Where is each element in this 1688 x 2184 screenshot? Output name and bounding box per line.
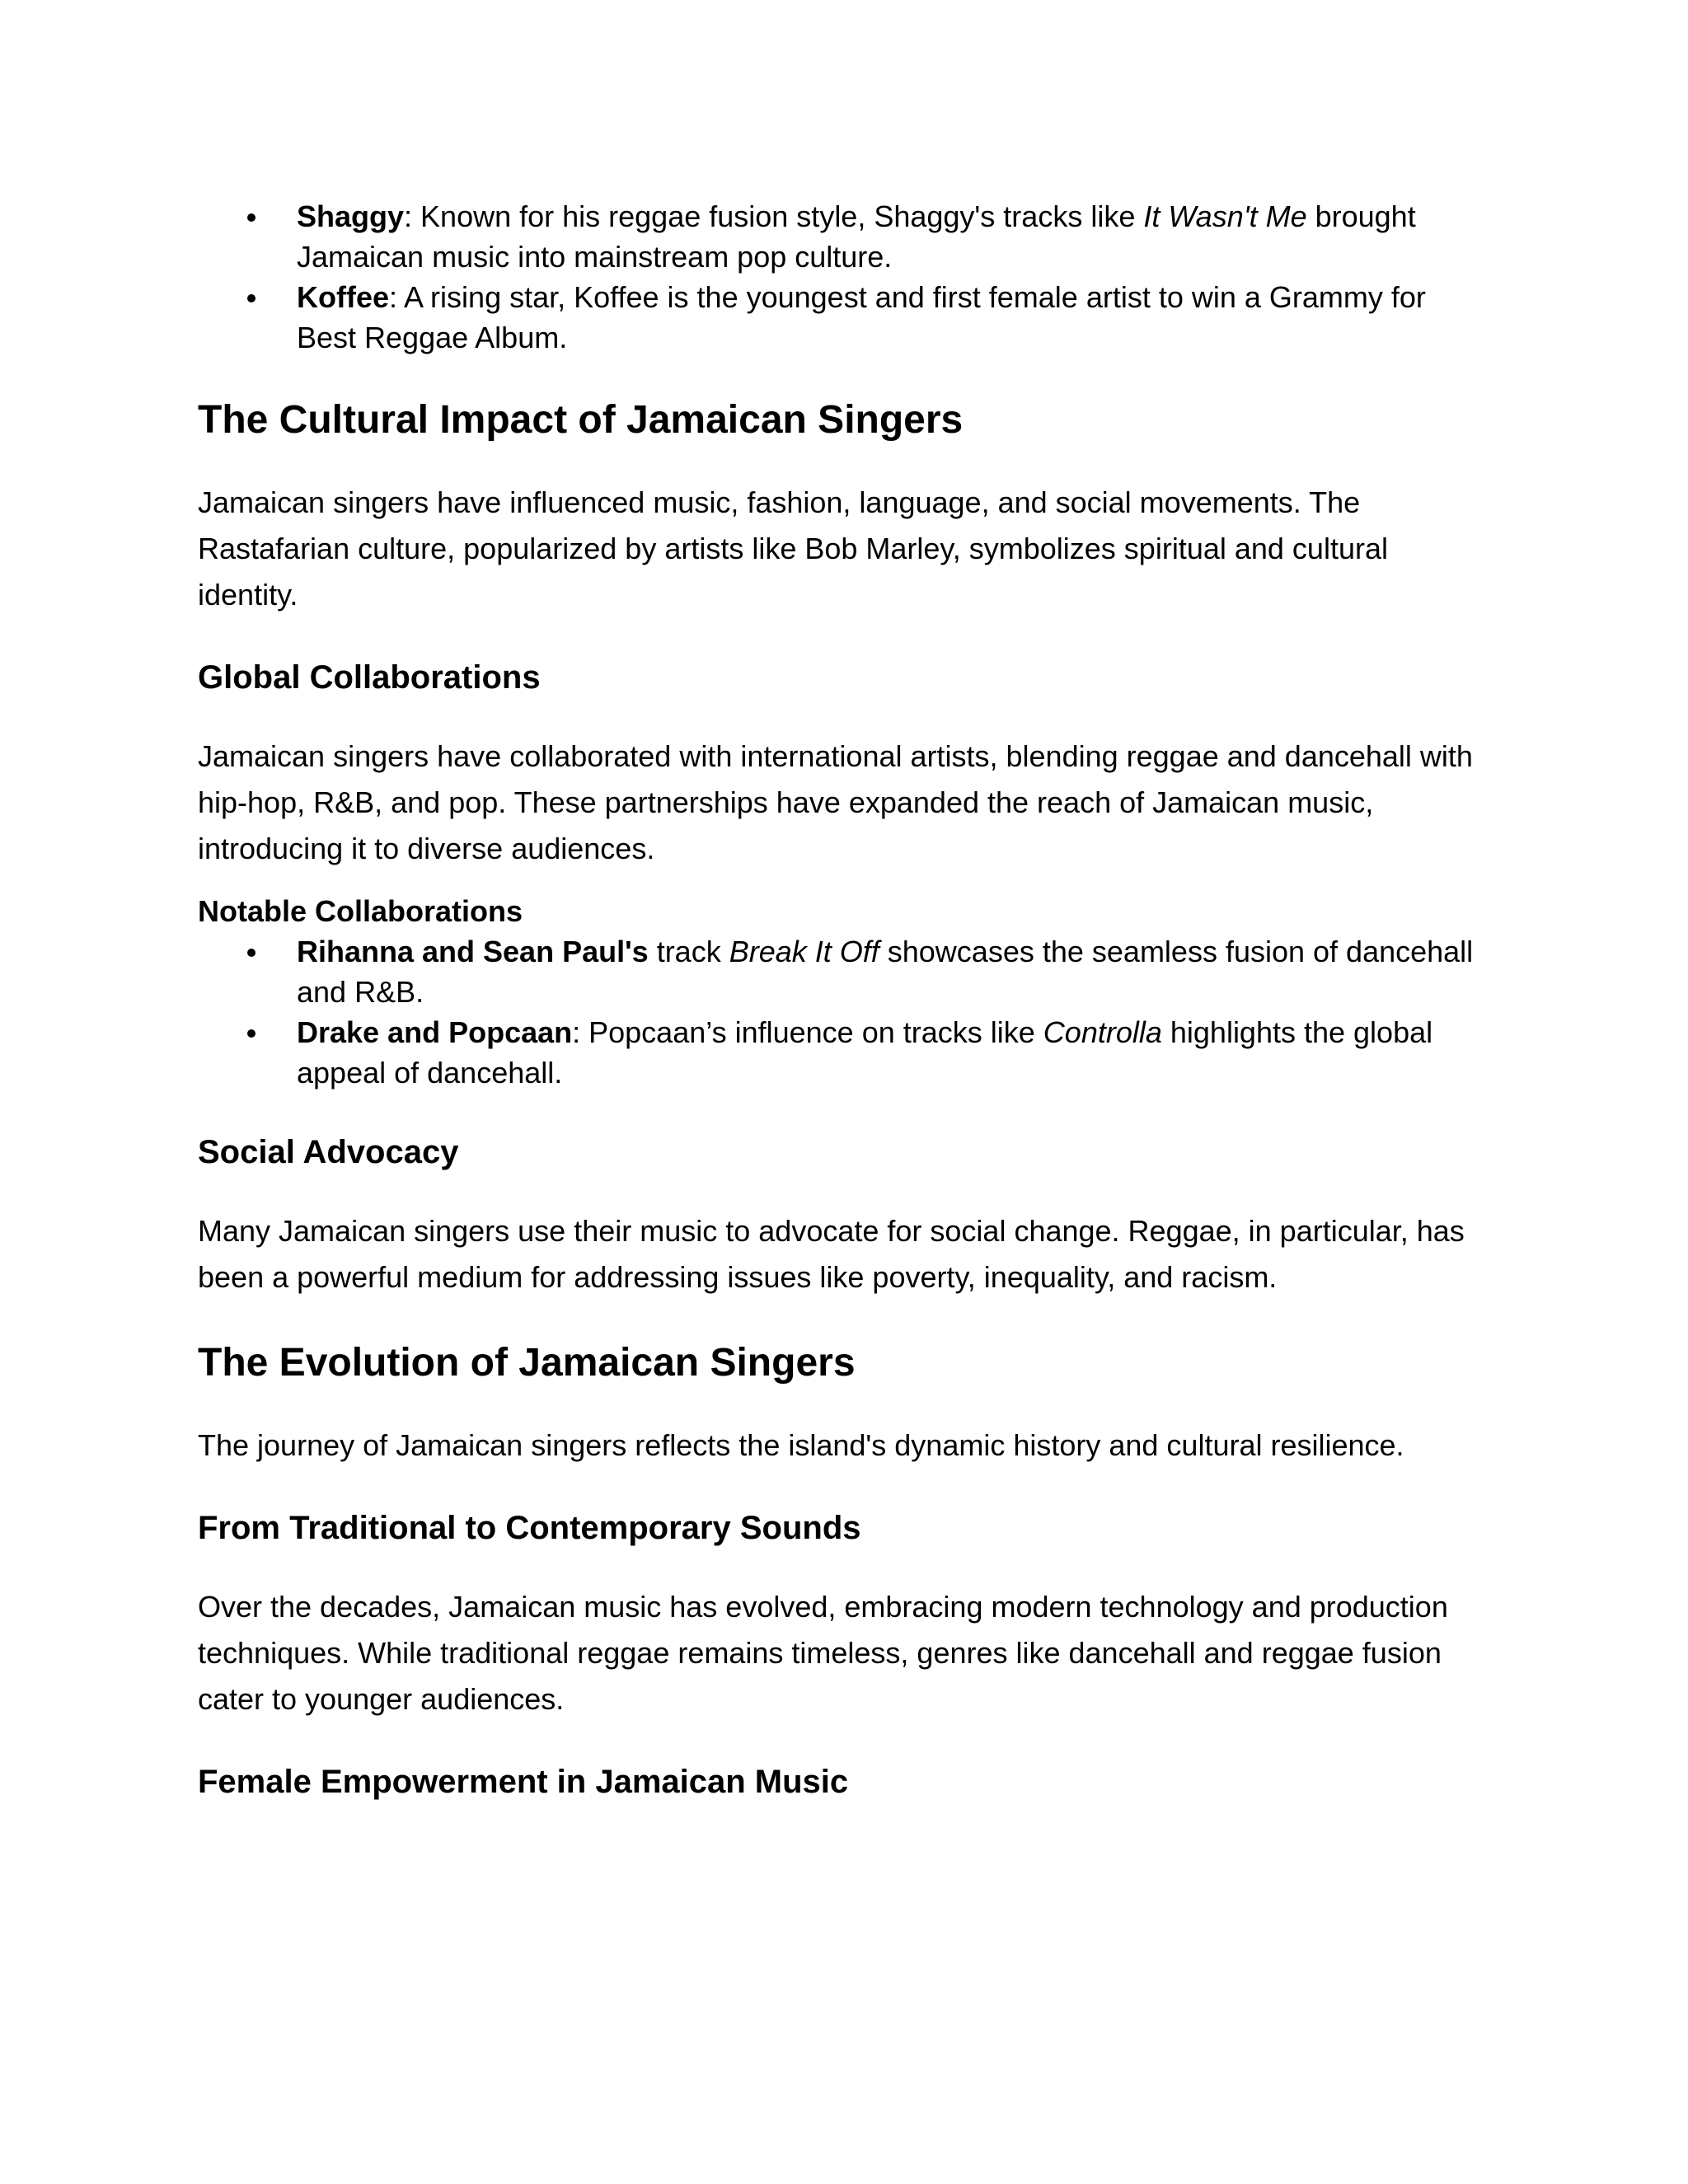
list-item xyxy=(198,1012,1484,1093)
section-paragraph: Over the decades, Jamaican music has evolved, embracing modern technology and production techniques. While traditional reggae remains timeless, genres like dancehall and reggae fusion cater to younger audiences. xyxy=(198,1590,1448,1716)
item-text: track xyxy=(648,935,729,968)
artist-list xyxy=(198,196,1484,358)
artist-name: Rihanna and Sean Paul's xyxy=(297,935,649,968)
item-text: showcases the seamless fusion of dancehall and R&B. xyxy=(297,935,1474,1009)
bullet-icon xyxy=(247,1029,256,1038)
item-text: : A rising star, Koffee is the youngest and first female artist to win a Grammy for Best Reggae Album. xyxy=(297,280,1426,354)
section-paragraph: Jamaican singers have collaborated with international artists, blending reggae and dancehall with hip-hop, R&B, and pop. These partnerships have expanded the reach of Jamaican music, introducing it to diverse audiences. xyxy=(198,739,1473,865)
bullet-icon xyxy=(247,294,256,302)
artist-name: Drake and Popcaan xyxy=(297,1015,573,1049)
collaboration-list xyxy=(198,931,1484,1093)
item-text: : Popcaan’s influence on tracks like xyxy=(572,1015,1043,1049)
item-text: highlights the global appeal of dancehall. xyxy=(297,1015,1433,1090)
artist-name: Koffee xyxy=(297,280,390,314)
section-paragraph: Jamaican singers have influenced music, fashion, language, and social movements. The Rastafarian culture, popularized by artists like Bob Marley, symbolizes spiritual and cultural identity. xyxy=(198,485,1388,612)
list-item xyxy=(198,277,1484,358)
section-paragraph: Many Jamaican singers use their music to advocate for social change. Reggae, in particular, has been a powerful medium for addressing issues like poverty, inequality, and racism. xyxy=(198,1214,1465,1294)
subsection-heading: Social Advocacy xyxy=(198,1134,459,1170)
artist-name: Shaggy xyxy=(297,199,405,233)
section-paragraph: The journey of Jamaican singers reflects the island's dynamic history and cultural resilience. xyxy=(198,1428,1404,1462)
track-title: Controlla xyxy=(1043,1015,1162,1049)
track-title: Break It Off xyxy=(729,935,879,968)
section-heading: The Cultural Impact of Jamaican Singers xyxy=(198,398,964,442)
subsection-heading: Global Collaborations xyxy=(198,659,541,696)
page-content xyxy=(198,196,1484,1803)
list-label: Notable Collaborations xyxy=(198,894,523,928)
subsection-heading: Female Empowerment in Jamaican Music xyxy=(198,1764,849,1800)
track-title: It Wasn't Me xyxy=(1143,199,1307,233)
list-item xyxy=(198,931,1484,1012)
item-text: brought Jamaican music into mainstream pop culture. xyxy=(297,199,1416,274)
section-heading: The Evolution of Jamaican Singers xyxy=(198,1341,856,1385)
item-text: : Known for his reggae fusion style, Shaggy's tracks like xyxy=(404,199,1144,233)
bullet-icon xyxy=(247,949,256,957)
subsection-heading: From Traditional to Contemporary Sounds xyxy=(198,1510,861,1546)
bullet-icon xyxy=(247,213,256,222)
list-item xyxy=(198,196,1484,277)
